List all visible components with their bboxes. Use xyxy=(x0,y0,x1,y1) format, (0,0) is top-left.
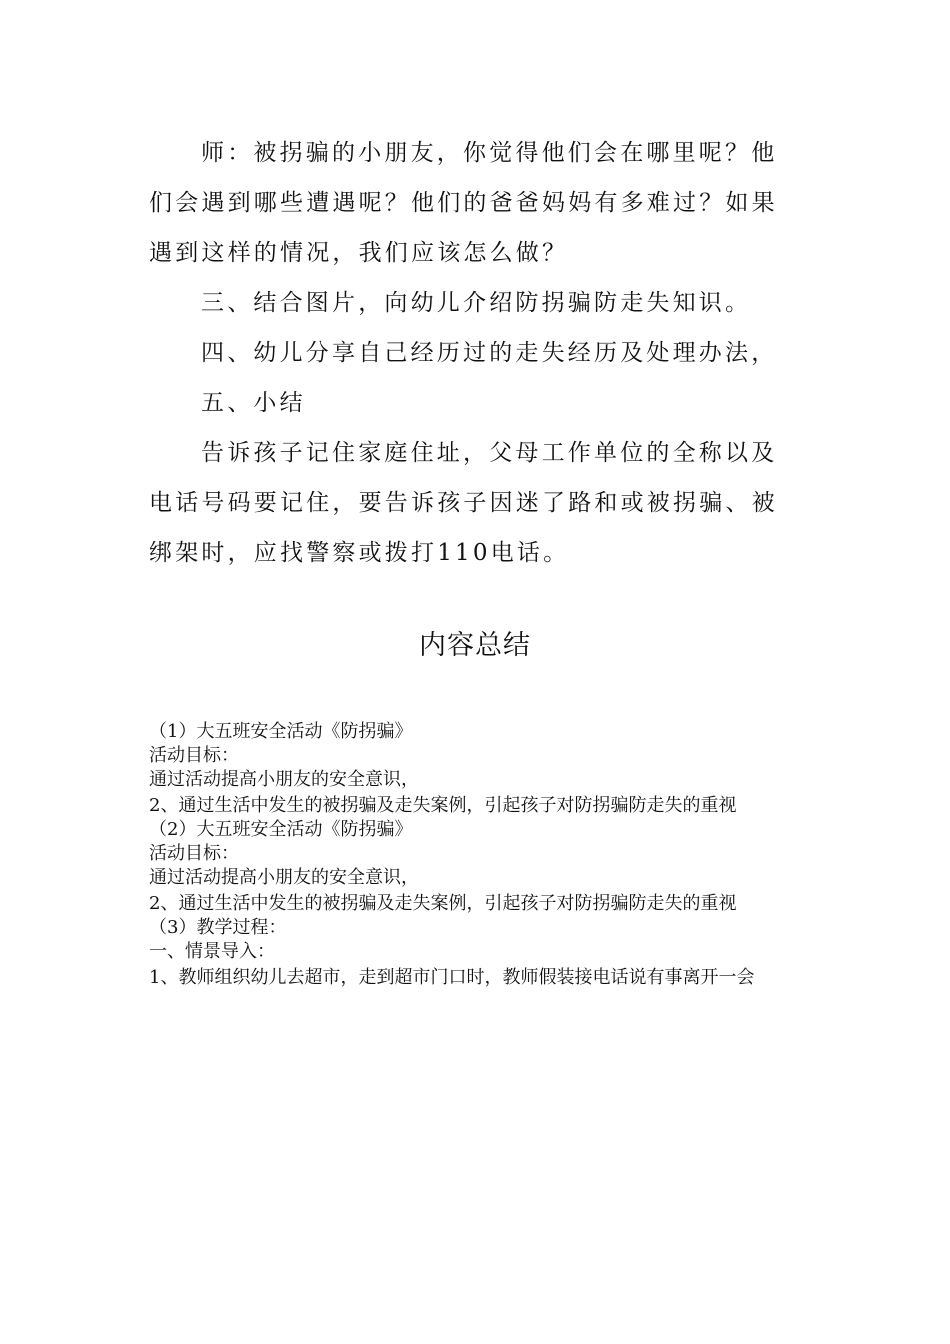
summary-line: 通过活动提高小朋友的安全意识， xyxy=(149,867,419,888)
paragraph-step-five: 五、小结 xyxy=(201,390,306,416)
summary-line: （1）大五班安全活动《防拐骗》 xyxy=(149,721,413,742)
paragraph-step-three: 三、结合图片，向幼儿介绍防拐骗防走失知识。 xyxy=(201,290,752,316)
summary-line: （3）教学过程： xyxy=(149,917,287,938)
summary-line: 一、情景导入： xyxy=(149,941,275,962)
summary-line: （2）大五班安全活动《防拐骗》 xyxy=(149,819,413,840)
paragraph-step-four: 四、幼儿分享自己经历过的走失经历及处理办法， xyxy=(201,340,778,366)
summary-line: 2、通过生活中发生的被拐骗及走失案例，引起孩子对防拐骗防走失的重视 xyxy=(149,795,737,816)
summary-title: 内容总结 xyxy=(419,630,531,661)
summary-line: 通过活动提高小朋友的安全意识， xyxy=(149,769,419,790)
summary-line: 1、教师组织幼儿去超市，走到超市门口时，教师假装接电话说有事离开一会 xyxy=(149,967,755,988)
body-text xyxy=(149,128,789,578)
paragraph-conclusion: 告诉孩子记住家庭住址，父母工作单位的全称以及电话号码要记住，要告诉孩子因迷了路和或被拐骗、被绑架时，应找警察或拨打110电话。 xyxy=(149,440,778,566)
summary-line: 2、通过生活中发生的被拐骗及走失案例，引起孩子对防拐骗防走失的重视 xyxy=(149,893,737,914)
summary-line: 活动目标： xyxy=(149,745,239,766)
summary-line: 活动目标： xyxy=(149,843,239,864)
paragraph-teacher-question: 师：被拐骗的小朋友，你觉得他们会在哪里呢？他们会遇到哪些遭遇呢？他们的爸爸妈妈有多难过？如果遇到这样的情况，我们应该怎么做？ xyxy=(149,140,778,266)
summary-section xyxy=(149,720,805,990)
